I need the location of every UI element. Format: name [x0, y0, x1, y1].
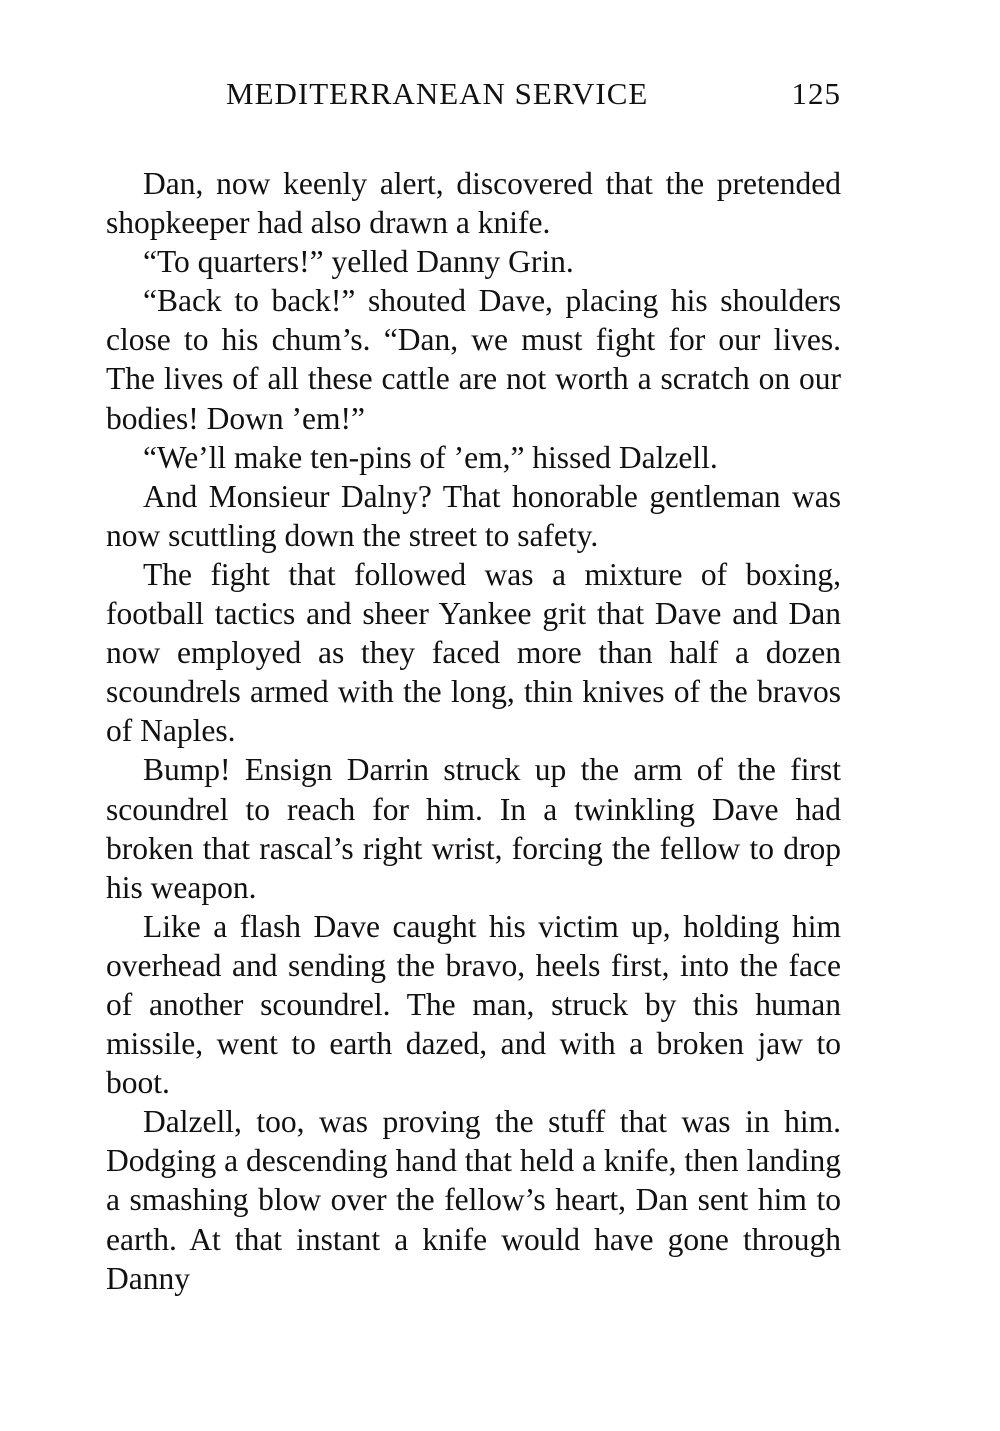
- paragraph: “To quarters!” yelled Danny Grin.: [143, 244, 574, 280]
- paragraph: Dan, now keenly alert, discovered that the pretended shopkeeper had also drawn a knife.: [106, 166, 841, 241]
- paragraph: Dalzell, too, was proving the stuff that was in him. Dodging a descending hand that held a knife, then landing a smashing blow over the fellow’s heart, Dan sent him to earth. At that instant a knife would have gone through Danny: [106, 1104, 841, 1296]
- paragraph: “We’ll make ten-pins of ’em,” hissed Dalzell.: [143, 439, 718, 475]
- paragraph: Like a flash Dave caught his victim up, holding him overhead and sending the bravo, heels first, into the face of another scoundrel. The man, struck by this human missile, went to earth dazed, and with a broken jaw to boot.: [106, 908, 841, 1101]
- running-head: [106, 70, 841, 130]
- paragraph: “Back to back!” shouted Dave, placing his shoulders close to his chum’s. “Dan, we must fight for our lives. The lives of all these cattle are not worth a scratch on our bodies! Down ’em!”: [106, 283, 841, 436]
- paragraph: Bump! Ensign Darrin struck up the arm of the first scoundrel to reach for him. In a twinkling Dave had broken that rascal’s right wrist, forcing the fellow to drop his weapon.: [106, 752, 841, 905]
- paragraph: The fight that followed was a mixture of boxing, football tactics and sheer Yankee grit that Dave and Dan now employed as they faced more than half a dozen scoundrels armed with the long, thin knives of the bravos of Naples.: [106, 556, 841, 749]
- book-page: [106, 70, 841, 1298]
- body-text: [106, 164, 841, 1298]
- page-number: 125: [791, 76, 841, 111]
- running-title: MEDITERRANEAN SERVICE: [226, 76, 649, 111]
- paragraph: And Monsieur Dalny? That honorable gentleman was now scuttling down the street to safety.: [106, 478, 841, 553]
